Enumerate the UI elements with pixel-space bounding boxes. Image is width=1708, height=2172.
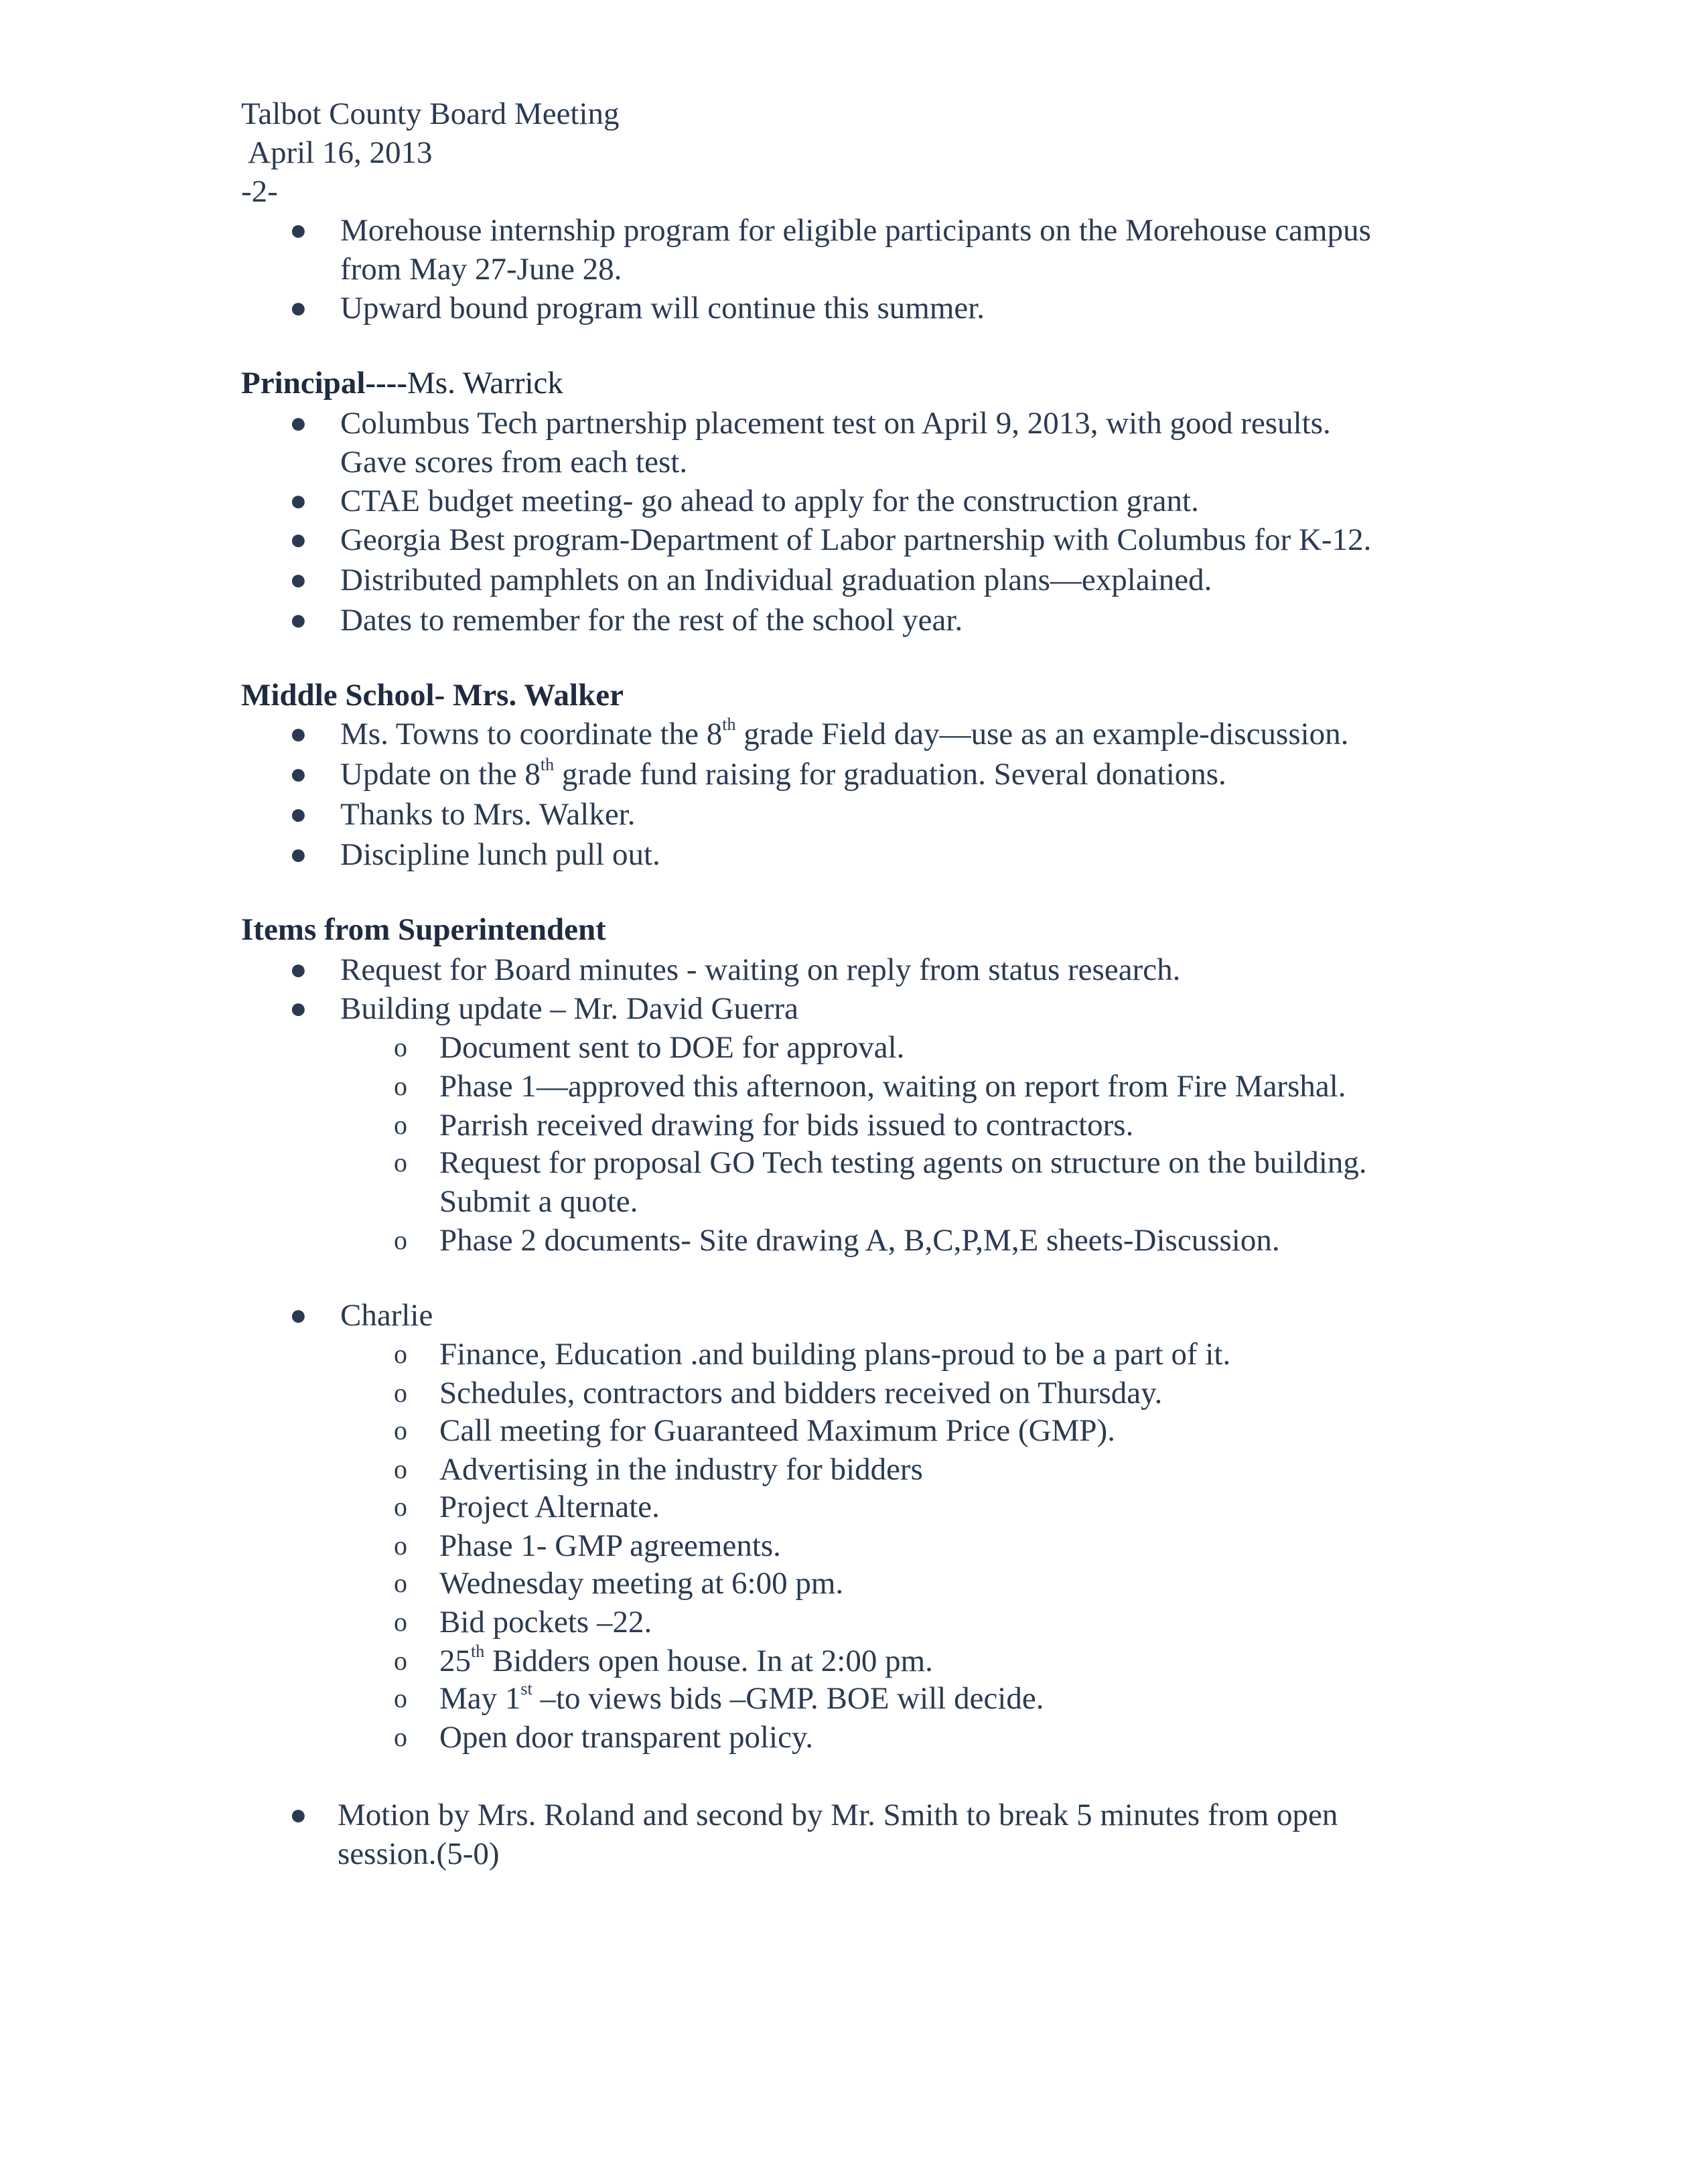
list-item-line: Columbus Tech partnership placement test on April 9, 2013, with good results.	[340, 406, 1331, 441]
sub-list-item: Phase 2 documents- Site drawing A, B,C,P,M,E sheets-Discussion.	[439, 1223, 1280, 1258]
bullet-icon: ●	[289, 1798, 307, 1831]
sub-bullet-icon: o	[394, 1071, 407, 1101]
ordinal-suffix: th	[722, 715, 736, 735]
sub-list-item	[439, 1680, 1044, 1717]
bullet-icon: ●	[289, 757, 307, 790]
text-part: grade fund raising for graduation. Several donations.	[554, 757, 1226, 792]
bullet-icon: ●	[289, 484, 307, 517]
bullet-icon: ●	[289, 992, 307, 1025]
sub-bullet-icon: o	[394, 1032, 407, 1062]
list-item: Dates to remember for the rest of the school year.	[340, 603, 963, 638]
list-item: CTAE budget meeting- go ahead to apply for the construction grant.	[340, 484, 1199, 518]
sub-bullet-icon: o	[394, 1568, 407, 1598]
sub-bullet-icon: o	[394, 1492, 407, 1522]
sub-list-item: Schedules, contractors and bidders received on Thursday.	[439, 1376, 1163, 1410]
document-title: Talbot County Board Meeting	[241, 96, 620, 131]
sub-bullet-icon: o	[394, 1415, 407, 1445]
meeting-date: April 16, 2013	[248, 135, 433, 170]
sub-bullet-icon: o	[394, 1722, 407, 1752]
sub-list-item: Parrish received drawing for bids issued to contractors.	[439, 1108, 1134, 1143]
bullet-icon: ●	[289, 1299, 307, 1331]
sub-list-item: Open door transparent policy.	[439, 1720, 814, 1755]
sub-bullet-icon: o	[394, 1454, 407, 1484]
sub-bullet-icon: o	[394, 1110, 407, 1140]
sub-bullet-icon: o	[394, 1530, 407, 1561]
section-heading-middle-school: Middle School- Mrs. Walker	[241, 678, 624, 713]
sub-list-item: Bid pockets –22.	[439, 1605, 652, 1640]
sub-list-item-line: Request for proposal GO Tech testing agents on structure on the building.	[439, 1145, 1367, 1180]
sub-bullet-icon: o	[394, 1147, 407, 1177]
sub-list-item: Finance, Education .and building plans-proud to be a part of it.	[439, 1337, 1231, 1372]
sub-list-item: Phase 1—approved this afternoon, waiting on report from Fire Marshal.	[439, 1069, 1346, 1104]
list-item	[340, 755, 1226, 793]
text-part: Ms. Towns to coordinate the 8	[340, 717, 723, 751]
ordinal-suffix: th	[540, 755, 555, 775]
section-heading-superintendent: Items from Superintendent	[241, 912, 606, 947]
ordinal-suffix: th	[471, 1642, 485, 1662]
sub-list-item	[439, 1642, 933, 1680]
sub-list-item: Project Alternate.	[439, 1490, 660, 1524]
text-part: grade Field day—use as an example-discussion.	[735, 717, 1349, 751]
text-part: –to views bids –GMP. BOE will decide.	[532, 1681, 1044, 1716]
bullet-icon: ●	[289, 838, 307, 871]
sub-bullet-icon: o	[394, 1607, 407, 1637]
sub-bullet-icon: o	[394, 1646, 407, 1676]
text-part: May 1	[439, 1681, 521, 1716]
list-item-line: session.(5-0)	[338, 1836, 500, 1871]
page-number: -2-	[241, 174, 278, 209]
bullet-icon: ●	[289, 798, 307, 830]
heading-name-part: Ms. Warrick	[407, 366, 563, 401]
bullet-icon: ●	[289, 523, 307, 556]
section-heading-principal	[241, 364, 563, 402]
ordinal-suffix: st	[520, 1679, 532, 1699]
sub-list-item: Advertising in the industry for bidders	[439, 1452, 923, 1487]
list-item-line: Gave scores from each test.	[340, 445, 688, 480]
sub-bullet-icon: o	[394, 1225, 407, 1255]
text-part: Bidders open house. In at 2:00 pm.	[484, 1644, 933, 1678]
bullet-icon: ●	[289, 407, 307, 439]
text-part: Update on the 8	[340, 757, 541, 792]
list-item: Upward bound program will continue this summer.	[340, 291, 985, 325]
sub-bullet-icon: o	[394, 1683, 407, 1713]
list-item	[340, 715, 1348, 753]
list-item-line: Motion by Mrs. Roland and second by Mr. Smith to break 5 minutes from open	[338, 1798, 1338, 1832]
list-item: Building update – Mr. David Guerra	[340, 991, 798, 1026]
list-item: Distributed pamphlets on an Individual graduation plans—explained.	[340, 563, 1212, 597]
bullet-icon: ●	[289, 717, 307, 750]
list-item: Thanks to Mrs. Walker.	[340, 797, 636, 832]
sub-list-item: Call meeting for Guaranteed Maximum Price (GMP).	[439, 1413, 1115, 1448]
bullet-icon: ●	[289, 214, 307, 246]
list-item: Charlie	[340, 1298, 433, 1333]
sub-bullet-icon: o	[394, 1378, 407, 1408]
text-part: 25	[439, 1644, 471, 1678]
sub-bullet-icon: o	[394, 1339, 407, 1369]
bullet-icon: ●	[289, 953, 307, 986]
sub-list-item: Wednesday meeting at 6:00 pm.	[439, 1566, 844, 1601]
heading-bold-part: Principal----	[241, 366, 407, 401]
sub-list-item-line: Submit a quote.	[439, 1184, 638, 1219]
list-item: Discipline lunch pull out.	[340, 837, 660, 872]
list-item: Georgia Best program-Department of Labor partnership with Columbus for K-12.	[340, 522, 1372, 557]
list-item-line: Morehouse internship program for eligible participants on the Morehouse campus	[340, 213, 1371, 248]
list-item: Request for Board minutes - waiting on reply from status research.	[340, 952, 1181, 987]
bullet-icon: ●	[289, 603, 307, 636]
list-item-line: from May 27-June 28.	[340, 252, 622, 287]
sub-list-item: Document sent to DOE for approval.	[439, 1030, 905, 1065]
bullet-icon: ●	[289, 563, 307, 596]
sub-list-item: Phase 1- GMP agreements.	[439, 1528, 781, 1563]
bullet-icon: ●	[289, 291, 307, 324]
